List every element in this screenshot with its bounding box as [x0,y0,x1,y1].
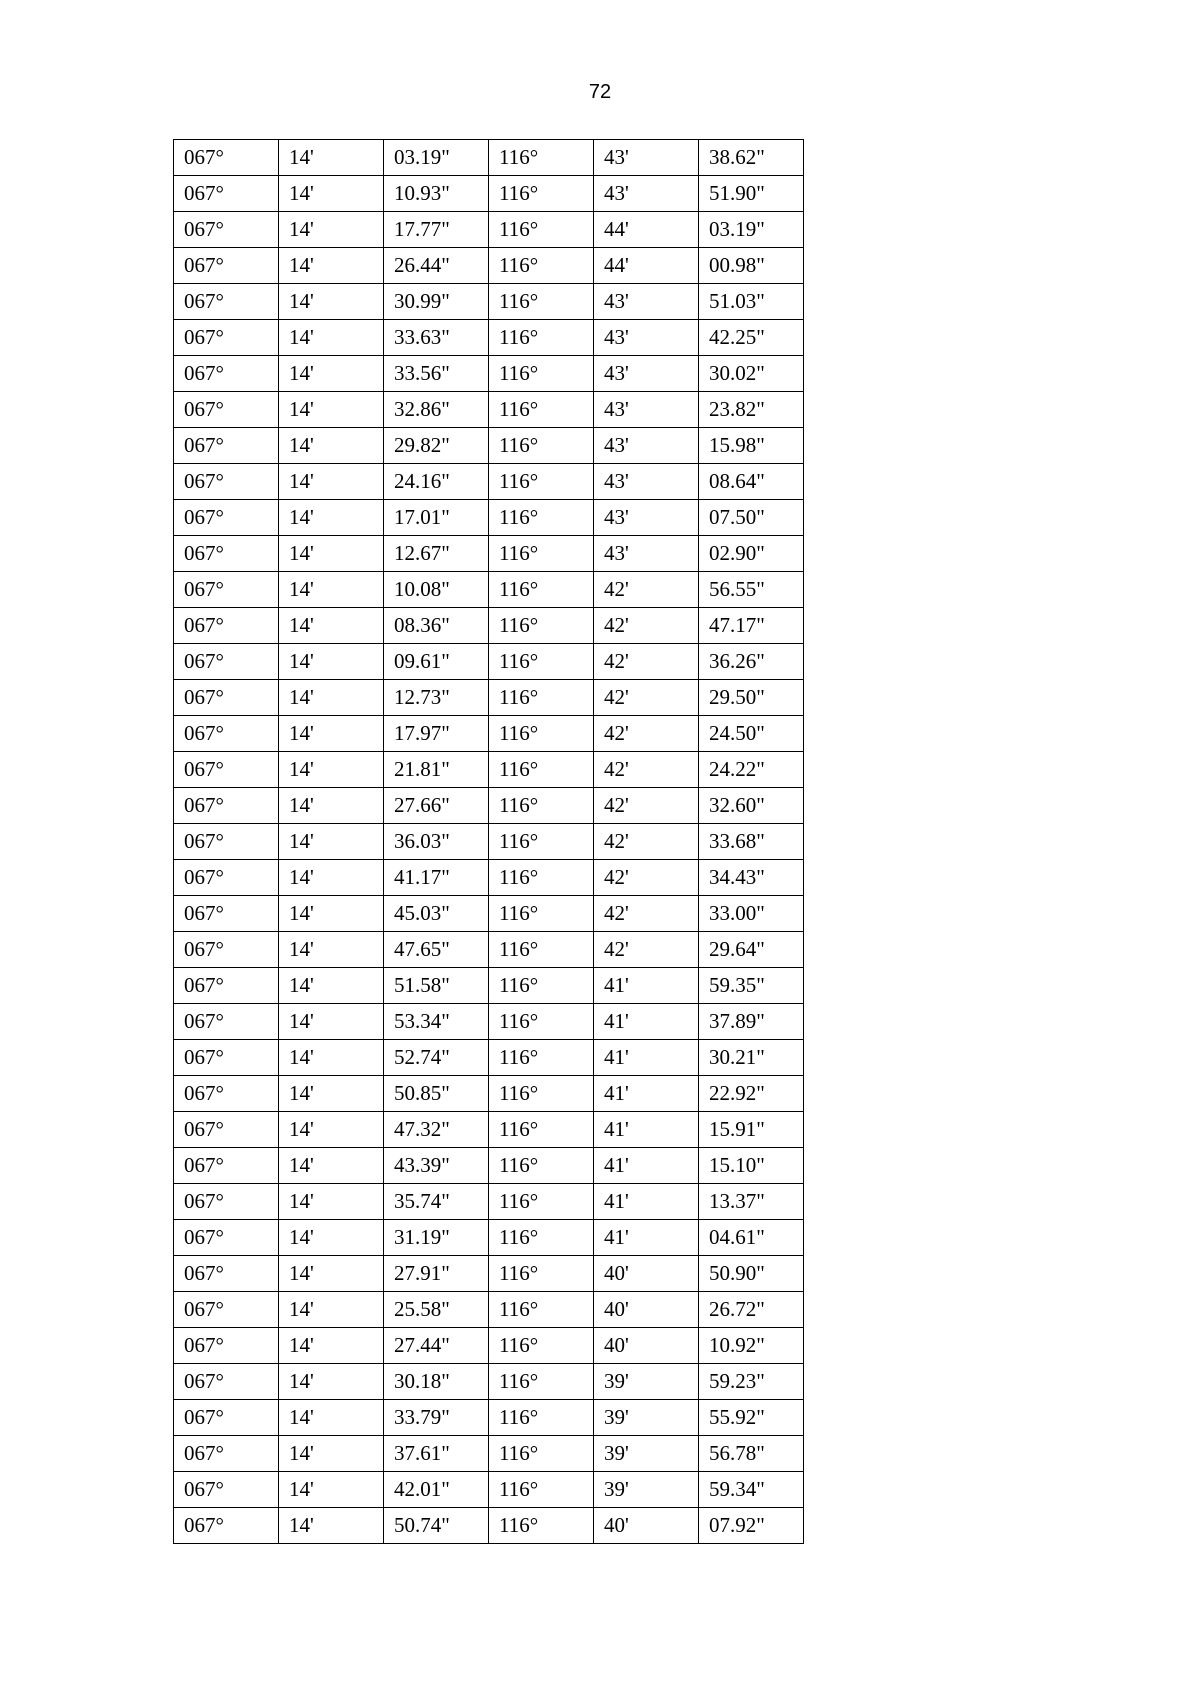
cell-lon-seconds: 42.25" [699,320,804,356]
cell-lon-seconds: 32.60" [699,788,804,824]
cell-lon-degrees: 116° [489,716,594,752]
cell-lat-seconds: 36.03" [384,824,489,860]
cell-lon-degrees: 116° [489,1400,594,1436]
cell-lon-seconds: 50.90" [699,1256,804,1292]
cell-lon-degrees: 116° [489,644,594,680]
table-row [174,428,804,464]
cell-lat-minutes: 14' [279,1184,384,1220]
cell-lat-degrees: 067° [174,968,279,1004]
cell-lon-minutes: 42' [594,680,699,716]
cell-lat-degrees: 067° [174,1292,279,1328]
cell-lon-degrees: 116° [489,1508,594,1544]
cell-lon-degrees: 116° [489,1292,594,1328]
cell-lon-minutes: 41' [594,1040,699,1076]
cell-lat-degrees: 067° [174,176,279,212]
cell-lon-seconds: 08.64" [699,464,804,500]
cell-lat-degrees: 067° [174,1508,279,1544]
cell-lon-minutes: 42' [594,572,699,608]
cell-lon-degrees: 116° [489,248,594,284]
cell-lon-seconds: 33.68" [699,824,804,860]
cell-lon-minutes: 43' [594,284,699,320]
cell-lat-minutes: 14' [279,572,384,608]
cell-lat-degrees: 067° [174,788,279,824]
cell-lat-minutes: 14' [279,1400,384,1436]
table-row [174,1184,804,1220]
cell-lon-seconds: 30.21" [699,1040,804,1076]
cell-lat-degrees: 067° [174,1256,279,1292]
cell-lat-minutes: 14' [279,644,384,680]
cell-lon-minutes: 42' [594,608,699,644]
cell-lon-seconds: 15.10" [699,1148,804,1184]
cell-lon-degrees: 116° [489,1112,594,1148]
cell-lon-minutes: 44' [594,212,699,248]
cell-lat-minutes: 14' [279,1292,384,1328]
cell-lat-degrees: 067° [174,284,279,320]
table-row [174,752,804,788]
cell-lat-minutes: 14' [279,140,384,176]
table-row [174,320,804,356]
cell-lat-degrees: 067° [174,1112,279,1148]
cell-lat-seconds: 09.61" [384,644,489,680]
cell-lat-minutes: 14' [279,752,384,788]
cell-lon-degrees: 116° [489,1328,594,1364]
cell-lon-degrees: 116° [489,1256,594,1292]
cell-lat-seconds: 45.03" [384,896,489,932]
cell-lon-seconds: 59.34" [699,1472,804,1508]
cell-lon-degrees: 116° [489,1472,594,1508]
table-row [174,608,804,644]
cell-lon-seconds: 26.72" [699,1292,804,1328]
cell-lat-degrees: 067° [174,320,279,356]
table-row [174,1436,804,1472]
cell-lon-seconds: 59.23" [699,1364,804,1400]
cell-lon-degrees: 116° [489,212,594,248]
cell-lat-minutes: 14' [279,320,384,356]
cell-lat-seconds: 25.58" [384,1292,489,1328]
cell-lat-degrees: 067° [174,896,279,932]
cell-lon-minutes: 43' [594,320,699,356]
cell-lon-minutes: 43' [594,392,699,428]
cell-lat-seconds: 30.99" [384,284,489,320]
cell-lon-degrees: 116° [489,1436,594,1472]
cell-lat-seconds: 30.18" [384,1364,489,1400]
cell-lon-minutes: 42' [594,896,699,932]
cell-lat-seconds: 12.73" [384,680,489,716]
cell-lat-degrees: 067° [174,1148,279,1184]
cell-lat-degrees: 067° [174,1004,279,1040]
cell-lat-degrees: 067° [174,1472,279,1508]
table-row [174,788,804,824]
cell-lon-minutes: 39' [594,1436,699,1472]
cell-lon-degrees: 116° [489,1220,594,1256]
cell-lon-minutes: 42' [594,788,699,824]
cell-lat-seconds: 47.65" [384,932,489,968]
cell-lon-minutes: 41' [594,1184,699,1220]
cell-lon-seconds: 37.89" [699,1004,804,1040]
cell-lon-minutes: 39' [594,1400,699,1436]
cell-lat-minutes: 14' [279,608,384,644]
cell-lon-degrees: 116° [489,608,594,644]
table-row [174,464,804,500]
cell-lat-degrees: 067° [174,1436,279,1472]
cell-lon-degrees: 116° [489,464,594,500]
cell-lon-minutes: 40' [594,1256,699,1292]
cell-lon-minutes: 39' [594,1364,699,1400]
cell-lat-degrees: 067° [174,644,279,680]
cell-lat-minutes: 14' [279,356,384,392]
cell-lon-minutes: 43' [594,500,699,536]
cell-lat-minutes: 14' [279,1004,384,1040]
table-row [174,860,804,896]
cell-lat-degrees: 067° [174,680,279,716]
cell-lat-seconds: 24.16" [384,464,489,500]
cell-lon-degrees: 116° [489,1004,594,1040]
cell-lat-seconds: 12.67" [384,536,489,572]
cell-lon-minutes: 40' [594,1508,699,1544]
cell-lat-seconds: 26.44" [384,248,489,284]
cell-lon-minutes: 40' [594,1328,699,1364]
cell-lat-minutes: 14' [279,1220,384,1256]
cell-lat-minutes: 14' [279,176,384,212]
cell-lon-minutes: 43' [594,176,699,212]
cell-lat-degrees: 067° [174,824,279,860]
cell-lat-seconds: 52.74" [384,1040,489,1076]
cell-lon-minutes: 42' [594,824,699,860]
cell-lat-seconds: 31.19" [384,1220,489,1256]
cell-lon-minutes: 42' [594,932,699,968]
cell-lon-seconds: 00.98" [699,248,804,284]
cell-lon-seconds: 07.92" [699,1508,804,1544]
cell-lat-seconds: 33.79" [384,1400,489,1436]
cell-lat-minutes: 14' [279,1472,384,1508]
coordinates-table [173,139,804,1544]
cell-lon-degrees: 116° [489,968,594,1004]
cell-lat-seconds: 17.77" [384,212,489,248]
cell-lat-degrees: 067° [174,1328,279,1364]
cell-lon-seconds: 56.78" [699,1436,804,1472]
cell-lat-minutes: 14' [279,1508,384,1544]
table-row [174,392,804,428]
cell-lat-seconds: 41.17" [384,860,489,896]
cell-lat-degrees: 067° [174,1184,279,1220]
cell-lat-seconds: 42.01" [384,1472,489,1508]
table-row [174,176,804,212]
table-row [174,140,804,176]
table-row [174,932,804,968]
cell-lat-minutes: 14' [279,248,384,284]
cell-lat-seconds: 17.97" [384,716,489,752]
cell-lat-minutes: 14' [279,1364,384,1400]
cell-lon-seconds: 51.03" [699,284,804,320]
cell-lat-seconds: 03.19" [384,140,489,176]
cell-lat-minutes: 14' [279,1040,384,1076]
table-row [174,212,804,248]
cell-lon-minutes: 41' [594,968,699,1004]
table-row [174,968,804,1004]
cell-lon-degrees: 116° [489,932,594,968]
cell-lat-minutes: 14' [279,932,384,968]
cell-lon-seconds: 36.26" [699,644,804,680]
cell-lon-degrees: 116° [489,1364,594,1400]
cell-lon-seconds: 04.61" [699,1220,804,1256]
cell-lon-degrees: 116° [489,860,594,896]
table-row [174,1472,804,1508]
cell-lat-degrees: 067° [174,500,279,536]
cell-lat-seconds: 35.74" [384,1184,489,1220]
cell-lat-degrees: 067° [174,1040,279,1076]
table-row [174,536,804,572]
table-row [174,1112,804,1148]
page-number: 72 [588,81,612,103]
table-row [174,1328,804,1364]
cell-lat-degrees: 067° [174,860,279,896]
cell-lat-degrees: 067° [174,1220,279,1256]
cell-lon-degrees: 116° [489,1040,594,1076]
cell-lat-degrees: 067° [174,536,279,572]
cell-lat-degrees: 067° [174,1076,279,1112]
cell-lon-seconds: 07.50" [699,500,804,536]
cell-lat-degrees: 067° [174,248,279,284]
cell-lon-seconds: 33.00" [699,896,804,932]
cell-lat-minutes: 14' [279,896,384,932]
cell-lat-minutes: 14' [279,464,384,500]
cell-lon-degrees: 116° [489,1076,594,1112]
cell-lat-seconds: 27.66" [384,788,489,824]
cell-lat-minutes: 14' [279,428,384,464]
cell-lon-minutes: 41' [594,1220,699,1256]
cell-lat-seconds: 21.81" [384,752,489,788]
cell-lon-seconds: 29.50" [699,680,804,716]
cell-lat-degrees: 067° [174,464,279,500]
cell-lon-minutes: 42' [594,860,699,896]
cell-lat-degrees: 067° [174,572,279,608]
cell-lat-seconds: 51.58" [384,968,489,1004]
cell-lat-seconds: 17.01" [384,500,489,536]
cell-lon-minutes: 39' [594,1472,699,1508]
cell-lon-degrees: 116° [489,428,594,464]
cell-lon-seconds: 47.17" [699,608,804,644]
table-row [174,1364,804,1400]
table-row [174,716,804,752]
table-row [174,1256,804,1292]
cell-lon-degrees: 116° [489,752,594,788]
cell-lon-degrees: 116° [489,176,594,212]
cell-lat-minutes: 14' [279,1148,384,1184]
cell-lon-seconds: 55.92" [699,1400,804,1436]
table-row [174,284,804,320]
cell-lon-seconds: 51.90" [699,176,804,212]
cell-lat-degrees: 067° [174,752,279,788]
cell-lon-seconds: 56.55" [699,572,804,608]
cell-lat-minutes: 14' [279,500,384,536]
cell-lon-degrees: 116° [489,536,594,572]
cell-lat-minutes: 14' [279,824,384,860]
cell-lon-seconds: 22.92" [699,1076,804,1112]
cell-lon-degrees: 116° [489,140,594,176]
cell-lat-degrees: 067° [174,392,279,428]
cell-lon-degrees: 116° [489,896,594,932]
cell-lon-degrees: 116° [489,320,594,356]
table-row [174,1004,804,1040]
cell-lon-minutes: 41' [594,1112,699,1148]
cell-lon-degrees: 116° [489,572,594,608]
cell-lat-degrees: 067° [174,140,279,176]
cell-lat-minutes: 14' [279,1076,384,1112]
cell-lat-seconds: 50.85" [384,1076,489,1112]
cell-lon-minutes: 43' [594,140,699,176]
cell-lat-minutes: 14' [279,284,384,320]
cell-lat-degrees: 067° [174,1400,279,1436]
cell-lon-degrees: 116° [489,284,594,320]
cell-lat-seconds: 32.86" [384,392,489,428]
cell-lat-minutes: 14' [279,392,384,428]
table-row [174,824,804,860]
cell-lon-seconds: 13.37" [699,1184,804,1220]
cell-lon-degrees: 116° [489,356,594,392]
table-row [174,500,804,536]
cell-lon-degrees: 116° [489,392,594,428]
cell-lat-minutes: 14' [279,1256,384,1292]
cell-lat-seconds: 27.91" [384,1256,489,1292]
cell-lat-degrees: 067° [174,932,279,968]
cell-lat-degrees: 067° [174,716,279,752]
cell-lon-seconds: 03.19" [699,212,804,248]
cell-lat-seconds: 53.34" [384,1004,489,1040]
cell-lat-seconds: 33.56" [384,356,489,392]
cell-lon-minutes: 40' [594,1292,699,1328]
cell-lat-minutes: 14' [279,1328,384,1364]
cell-lat-minutes: 14' [279,1436,384,1472]
cell-lat-seconds: 33.63" [384,320,489,356]
table-row [174,680,804,716]
cell-lat-seconds: 27.44" [384,1328,489,1364]
cell-lon-seconds: 30.02" [699,356,804,392]
cell-lat-minutes: 14' [279,212,384,248]
cell-lon-seconds: 10.92" [699,1328,804,1364]
cell-lon-seconds: 38.62" [699,140,804,176]
cell-lat-seconds: 47.32" [384,1112,489,1148]
cell-lon-minutes: 43' [594,464,699,500]
cell-lon-seconds: 23.82" [699,392,804,428]
cell-lat-seconds: 08.36" [384,608,489,644]
cell-lon-seconds: 02.90" [699,536,804,572]
coordinates-table-body [174,140,804,1544]
cell-lat-minutes: 14' [279,860,384,896]
cell-lon-minutes: 44' [594,248,699,284]
cell-lon-seconds: 59.35" [699,968,804,1004]
table-row [174,1508,804,1544]
cell-lon-seconds: 15.98" [699,428,804,464]
table-row [174,644,804,680]
cell-lon-minutes: 43' [594,356,699,392]
cell-lat-seconds: 29.82" [384,428,489,464]
table-row [174,248,804,284]
cell-lon-minutes: 42' [594,716,699,752]
cell-lon-minutes: 42' [594,644,699,680]
cell-lon-seconds: 34.43" [699,860,804,896]
cell-lat-minutes: 14' [279,680,384,716]
cell-lon-seconds: 24.22" [699,752,804,788]
table-row [174,1220,804,1256]
cell-lat-degrees: 067° [174,212,279,248]
cell-lon-seconds: 15.91" [699,1112,804,1148]
cell-lon-minutes: 41' [594,1148,699,1184]
cell-lon-minutes: 42' [594,752,699,788]
cell-lat-seconds: 43.39" [384,1148,489,1184]
cell-lon-minutes: 43' [594,536,699,572]
cell-lon-minutes: 41' [594,1076,699,1112]
cell-lat-minutes: 14' [279,716,384,752]
cell-lat-seconds: 37.61" [384,1436,489,1472]
cell-lat-degrees: 067° [174,608,279,644]
cell-lon-degrees: 116° [489,1148,594,1184]
cell-lon-seconds: 24.50" [699,716,804,752]
cell-lat-seconds: 10.93" [384,176,489,212]
table-row [174,572,804,608]
cell-lat-minutes: 14' [279,536,384,572]
cell-lat-minutes: 14' [279,968,384,1004]
cell-lon-degrees: 116° [489,1184,594,1220]
cell-lon-degrees: 116° [489,680,594,716]
table-row [174,1148,804,1184]
cell-lat-degrees: 067° [174,356,279,392]
cell-lon-seconds: 29.64" [699,932,804,968]
cell-lon-degrees: 116° [489,824,594,860]
table-row [174,1400,804,1436]
table-row [174,896,804,932]
cell-lat-degrees: 067° [174,428,279,464]
table-row [174,1292,804,1328]
cell-lat-seconds: 50.74" [384,1508,489,1544]
table-row [174,1076,804,1112]
cell-lon-degrees: 116° [489,788,594,824]
cell-lat-minutes: 14' [279,1112,384,1148]
cell-lat-minutes: 14' [279,788,384,824]
table-row [174,356,804,392]
table-row [174,1040,804,1076]
cell-lon-minutes: 41' [594,1004,699,1040]
cell-lon-minutes: 43' [594,428,699,464]
cell-lon-degrees: 116° [489,500,594,536]
cell-lat-degrees: 067° [174,1364,279,1400]
cell-lat-seconds: 10.08" [384,572,489,608]
